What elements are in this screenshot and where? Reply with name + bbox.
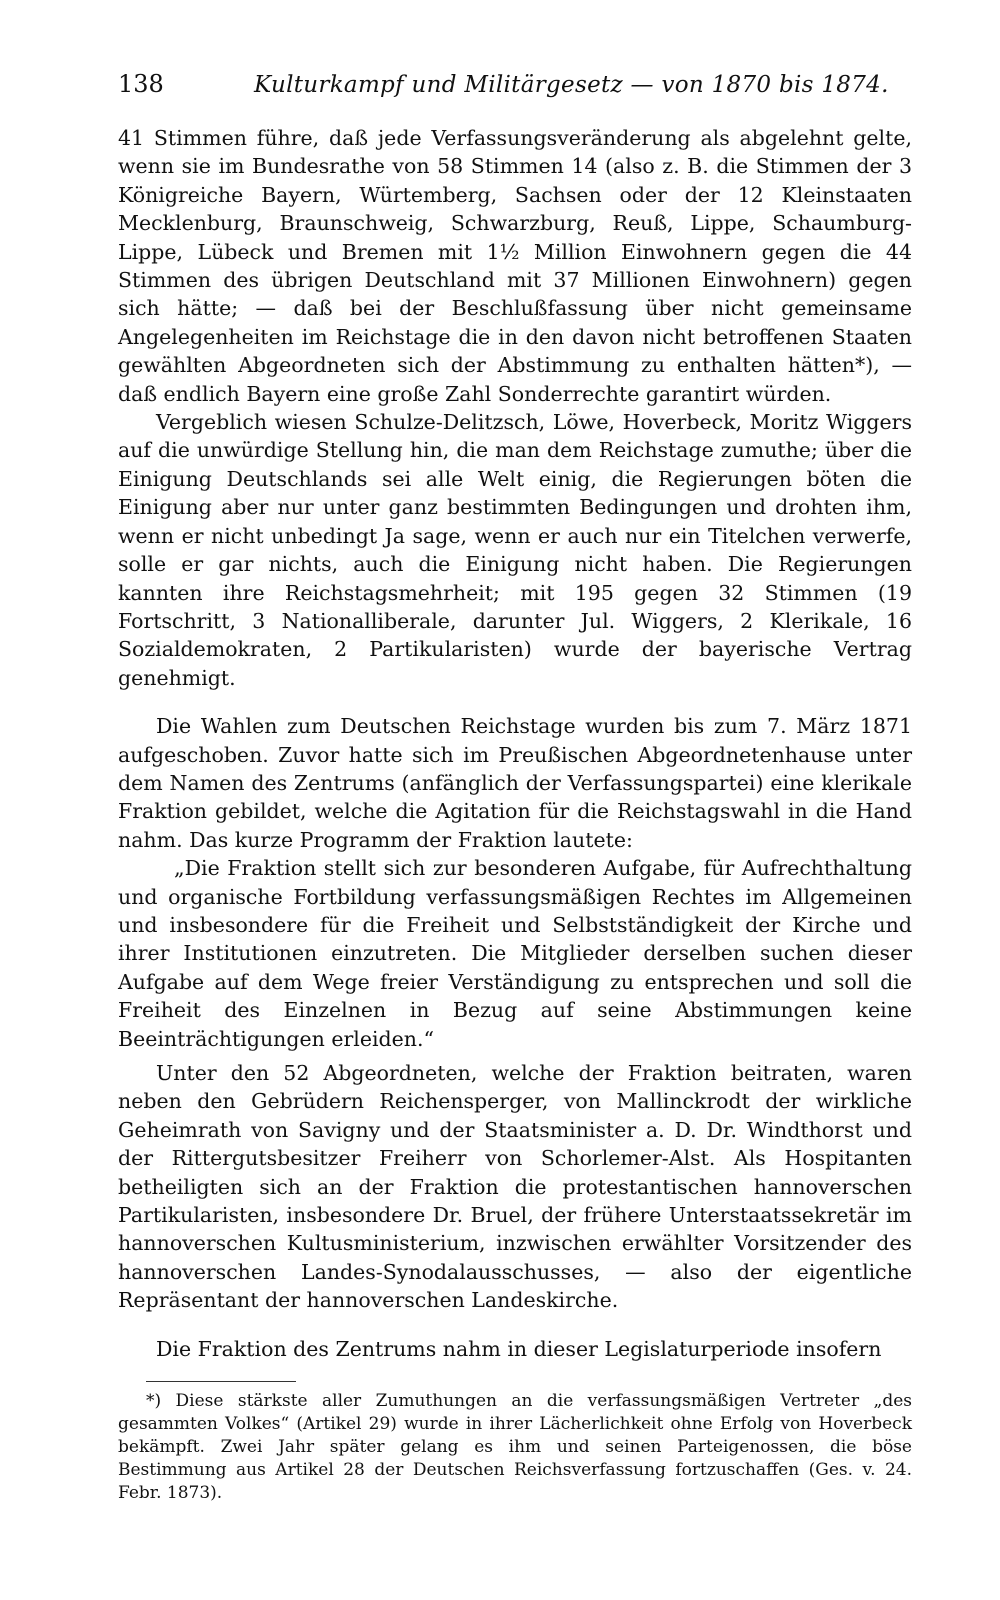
footnote-text: *) Diese stärkste aller Zumuthungen an die verfassungsmäßigen Vertreter „des gesammten Volkes“ (Artikel 29) wurde in ihrer Lächerlichkeit ohne Erfolg von Hoverbeck bekämpft. Zwei Jahr später gelang es ihm und seinen Parteigenossen, die böse Bestimmung aus Artikel 28 der Deutschen Reichsverfassung fortzuschaffen (Ges. v. 24. Febr. 1873). [118,1391,912,1504]
page-number: 138 [118,70,164,98]
footnote-divider [146,1381,296,1382]
footnote [118,1390,912,1505]
program-quote: „Die Fraktion stellt sich zur besonderen Aufgabe, für Aufrechthaltung und organische Fortbildung verfassungsmäßigen Rechtes im Allgemeinen und insbesondere für die Freiheit und Selbstständigkeit der Kirche und ihrer Institutionen einzutreten. Die Mitglieder derselben suchen dieser Aufgabe auf dem Wege freier Verständigung zu entsprechen und soll die Freiheit des Einzelnen in Bezug auf seine Abstimmungen keine Beeinträchtigungen erleiden.“ [118,856,912,1051]
paragraph-continuation: 41 Stimmen führe, daß jede Verfassungsveränderung als abgelehnt gelte, wenn sie im Bundesrathe von 58 Stimmen 14 (also z. B. die Stimmen der 3 Königreiche Bayern, Würtemberg, Sachsen oder der 12 Kleinstaaten Mecklenburg, Braunschweig, Schwarzburg, Reuß, Lippe, Schaumburg-Lippe, Lübeck und Bremen mit 1½ Million Einwohnern gegen die 44 Stimmen des übrigen Deutschland mit 37 Millionen Einwohnern) gegen sich hätte; — daß bei der Beschlußfassung über nicht gemeinsame Angelegenheiten im Reichstage die in den davon nicht betroffenen Staaten gewählten Abgeordneten sich der Abstimmung zu enthalten hätten*), — daß endlich Bayern eine große Zahl Sonderrechte garantirt würden. [118,126,912,406]
paragraph-fraktion: Die Fraktion des Zentrums nahm in dieser Legislaturperiode insofern [156,1336,882,1361]
paragraph-vergeblich: Vergeblich wiesen Schulze-Delitzsch, Löwe, Hoverbeck, Moritz Wiggers auf die unwürdige Stellung hin, die man dem Reichstage zumuthe; über die Einigung Deutschlands sei alle Welt einig, die Regierungen böten die Einigung aber nur unter ganz bestimmten Bedingungen und drohten ihm, wenn er nicht unbedingt Ja sage, wenn er auch nur ein Titelchen verwerfe, solle er gar nichts, auch die Einigung nicht haben. Die Regierungen kannten ihre Reichstagsmehrheit; mit 195 gegen 32 Stimmen (19 Fortschritt, 3 Nationalliberale, darunter Jul. Wiggers, 2 Klerikale, 16 Sozialdemokraten, 2 Partikularisten) wurde der bayerische Vertrag genehmigt. [118,410,912,690]
paragraph-wahlen: Die Wahlen zum Deutschen Reichstage wurden bis zum 7. März 1871 aufgeschoben. Zuvor hatte sich im Preußischen Abgeordnetenhause unter dem Namen des Zentrums (anfänglich der Verfassungspartei) eine klerikale Fraktion gebildet, welche die Agitation für die Reichstagswahl in die Hand nahm. Das kurze Programm der Fraktion lautete: [118,714,912,852]
paragraph-abgeordnete: Unter den 52 Abgeordneten, welche der Fraktion beitraten, waren neben den Gebrüdern Reichensperger, von Mallinckrodt der wirkliche Geheimrath von Savigny und der Staatsminister a. D. Dr. Windthorst und der Rittergutsbesitzer Freiherr von Schorlemer-Alst. Als Hospitanten betheiligten sich an der Fraktion die protestantischen hannoverschen Partikularisten, insbesondere Dr. Bruel, der frühere Unterstaatssekretär im hannoverschen Kultusministerium, inzwischen erwählter Vorsitzender des hannoverschen Landes-Synodalausschusses, — also der eigentliche Repräsentant der hannoverschen Landeskirche. [118,1061,912,1313]
page-header [118,70,912,98]
running-title: Kulturkampf und Militärgesetz — von 1870 bis 1874. [254,72,889,98]
